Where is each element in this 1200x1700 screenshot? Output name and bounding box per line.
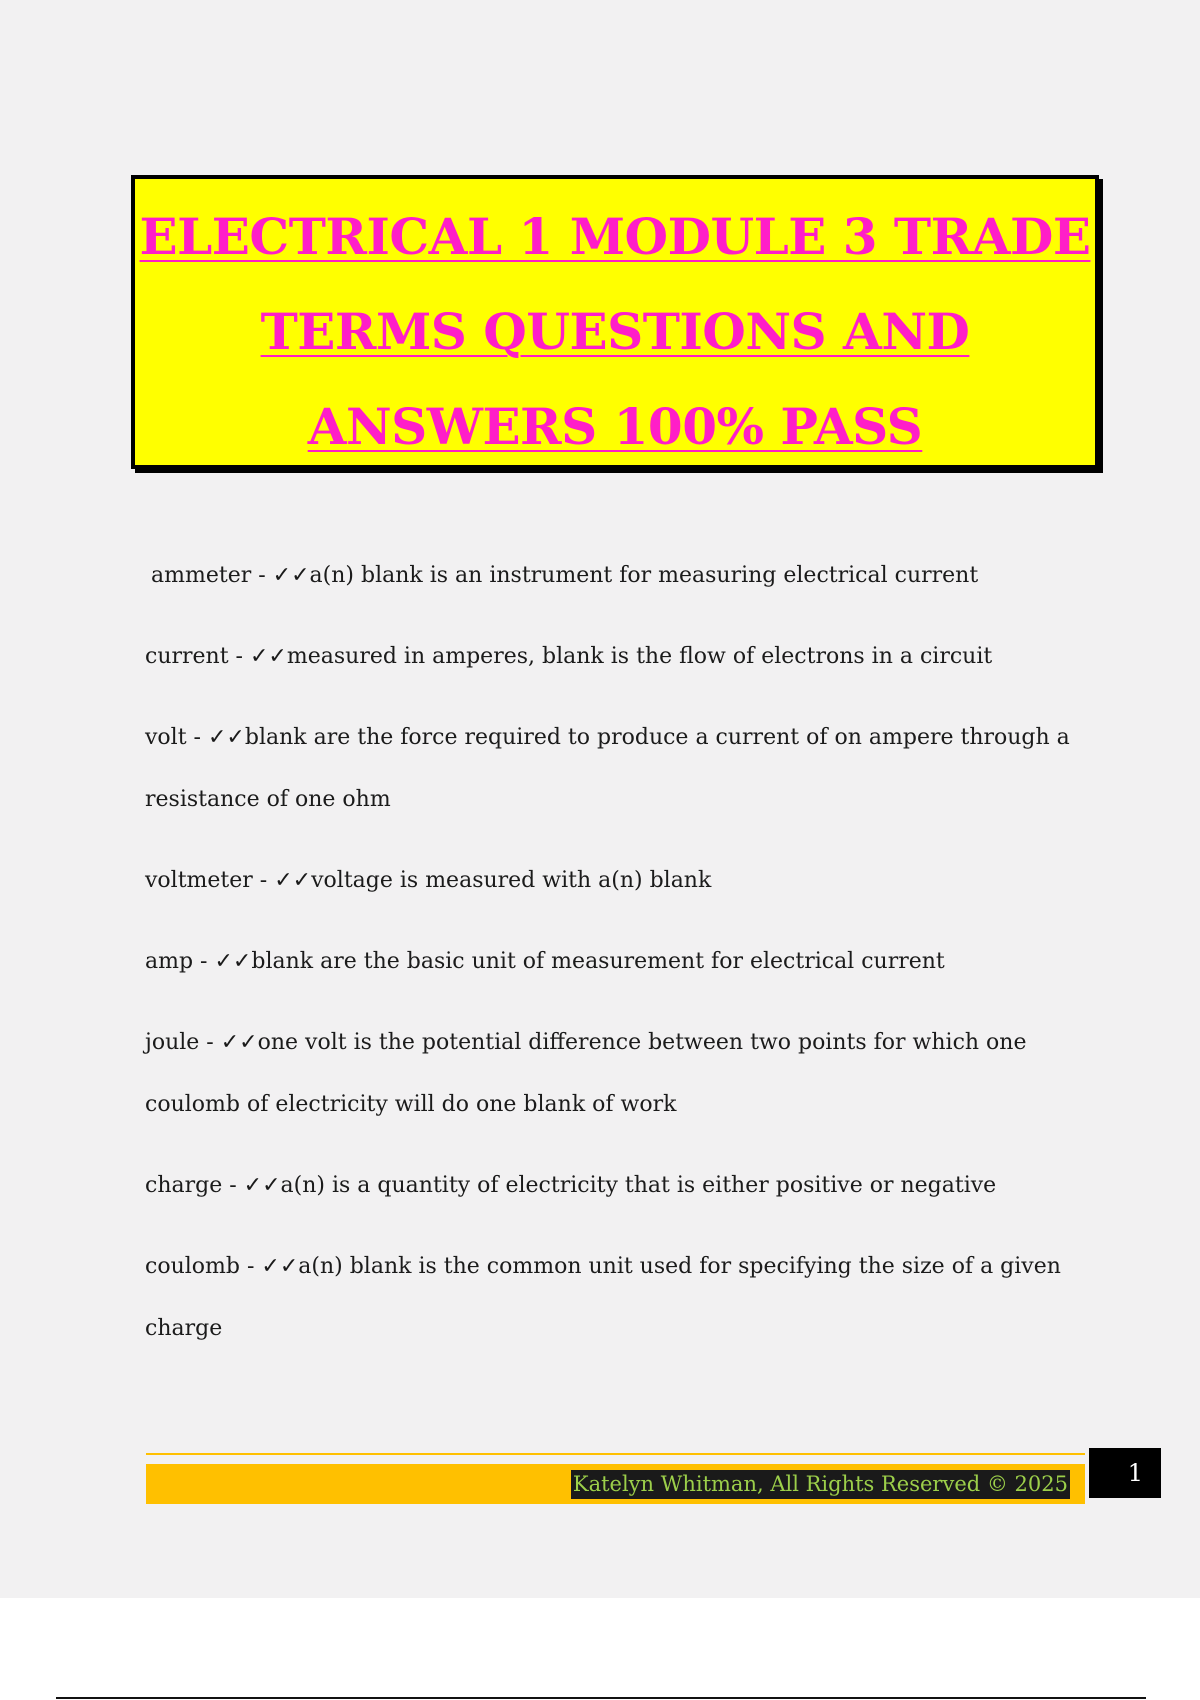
copyright-notice: Katelyn Whitman, All Rights Reserved © 2025: [571, 1470, 1070, 1499]
term-entry: [145, 1236, 1075, 1360]
footer-rule: [146, 1453, 1085, 1455]
footer-bar: [146, 1464, 1085, 1504]
definition: blank are the force required to produce a current of on ampere through a resistance of one ohm: [145, 725, 1070, 812]
term: current: [145, 644, 229, 669]
term: joule: [145, 1030, 200, 1055]
term: volt: [145, 725, 187, 750]
separator: -: [251, 563, 273, 588]
definition: voltage is measured with a(n) blank: [311, 868, 712, 893]
separator: -: [228, 644, 250, 669]
separator: -: [239, 1254, 262, 1279]
title-line: ANSWERS 100% PASS: [307, 397, 923, 456]
definition: one volt is the potential difference between two points for which one coulomb of electricity will do one blank of work: [145, 1030, 1027, 1117]
term: coulomb: [145, 1254, 240, 1279]
double-check-icon: ✓✓: [272, 563, 310, 588]
definition: a(n) blank is an instrument for measuring electrical current: [309, 563, 979, 588]
double-check-icon: ✓✓: [249, 644, 287, 669]
term-entry: [145, 545, 1075, 607]
term: charge: [145, 1173, 223, 1198]
separator: -: [222, 1173, 244, 1198]
title-box: [131, 175, 1099, 469]
term-entry: [145, 1012, 1075, 1136]
separator: -: [186, 725, 208, 750]
term-list: [145, 545, 1075, 1379]
separator: -: [199, 1030, 221, 1055]
term: voltmeter: [145, 868, 253, 893]
page-separator: [56, 1697, 1146, 1699]
term-entry: [145, 1155, 1075, 1217]
term-entry: [145, 707, 1075, 831]
double-check-icon: ✓✓: [214, 949, 252, 974]
term: amp: [145, 949, 194, 974]
separator: -: [252, 868, 275, 893]
double-check-icon: ✓✓: [220, 1030, 258, 1055]
definition: a(n) is a quantity of electricity that is either positive or negative: [280, 1173, 997, 1198]
double-check-icon: ✓✓: [261, 1254, 299, 1279]
term-entry: [145, 850, 1075, 912]
title-line: ELECTRICAL 1 MODULE 3 TRADE: [139, 207, 1091, 266]
term-entry: [145, 931, 1075, 993]
double-check-icon: ✓✓: [243, 1173, 281, 1198]
page-number: 1: [1089, 1448, 1161, 1498]
title-line: TERMS QUESTIONS AND: [260, 302, 970, 361]
double-check-icon: ✓✓: [207, 725, 245, 750]
definition: measured in amperes, blank is the flow of electrons in a circuit: [286, 644, 993, 669]
definition: blank are the basic unit of measurement for electrical current: [251, 949, 945, 974]
double-check-icon: ✓✓: [274, 868, 312, 893]
separator: -: [193, 949, 215, 974]
term-entry: [145, 626, 1075, 688]
term: ammeter: [151, 563, 252, 588]
definition: a(n) blank is the common unit used for specifying the size of a given charge: [145, 1254, 1061, 1341]
